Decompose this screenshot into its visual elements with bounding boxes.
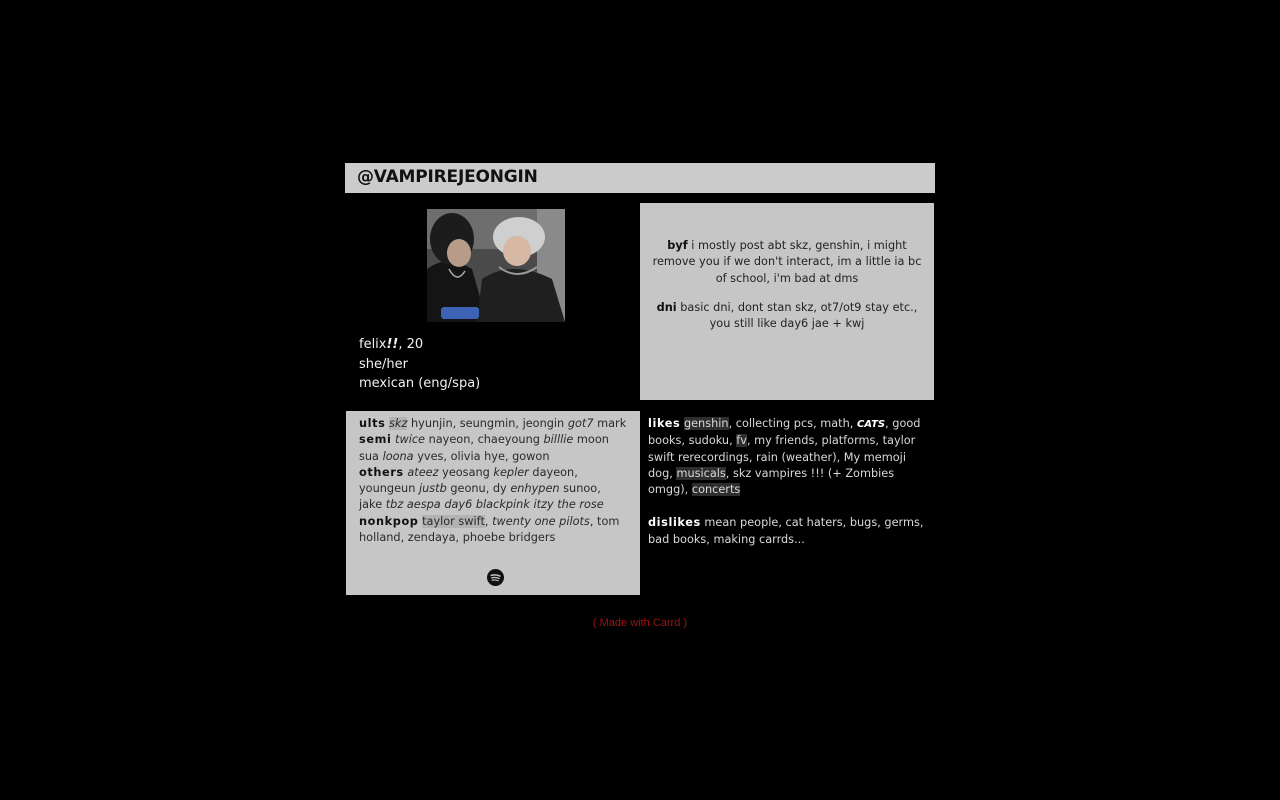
dni-text: basic dni, dont stan skz, ot7/ot9 stay etc., you still like day6 jae + kwj bbox=[676, 300, 918, 331]
ults-text-2: mark bbox=[593, 417, 627, 430]
group-kepler: kepler bbox=[493, 465, 529, 479]
likes-text-3: , my friends, platforms, taylor swift rerecordings, rain (weather), My memoji dog, bbox=[648, 434, 916, 480]
like-fv: fv bbox=[736, 434, 747, 448]
group-loona: loona bbox=[382, 449, 414, 463]
likes-paragraph bbox=[648, 416, 928, 498]
semi-label: semi bbox=[359, 433, 392, 447]
page-title: @VAMPIREJEONGIN bbox=[357, 167, 538, 187]
others-groups: tbz aespa day6 blackpink itzy the rose bbox=[385, 498, 604, 512]
profile-info bbox=[359, 335, 619, 394]
others-text-4: sunoo, jake bbox=[359, 482, 601, 512]
profile-name: felix bbox=[359, 337, 387, 352]
dni-label: dni bbox=[656, 300, 677, 314]
nonkpop-sep: , bbox=[484, 514, 493, 528]
artist-taylor-swift: taylor swift bbox=[422, 514, 485, 528]
dislikes-label: dislikes bbox=[648, 516, 701, 530]
spotify-icon[interactable] bbox=[487, 569, 504, 586]
likes-text-4: , skz vampires !!! (+ Zombies omgg), bbox=[648, 466, 895, 497]
group-got7: got7 bbox=[567, 417, 594, 430]
like-genshin: genshin bbox=[683, 417, 729, 430]
byf-label: byf bbox=[667, 239, 688, 252]
byf-paragraph bbox=[648, 238, 926, 287]
likes-text-1: , collecting pcs, math, bbox=[728, 417, 857, 430]
group-ateez: ateez bbox=[407, 465, 439, 479]
ults-line bbox=[359, 416, 627, 432]
byf-text: i mostly post abt skz, genshin, i might remove you if we don't interact, im a little ia bc of school, i'm bad at dms bbox=[652, 239, 922, 285]
dislikes-text: mean people, cat haters, bugs, germs, bad books, making carrds... bbox=[648, 516, 924, 546]
like-cats: CATS bbox=[856, 419, 886, 430]
nonkpop-label: nonkpop bbox=[359, 514, 419, 528]
others-text-3: geonu, dy bbox=[446, 482, 511, 496]
header-bar bbox=[345, 163, 935, 193]
others-line bbox=[359, 465, 627, 514]
profile-photo bbox=[427, 209, 565, 322]
dislikes-paragraph bbox=[648, 515, 928, 548]
semi-text: nayeon, chaeyoung bbox=[425, 433, 544, 447]
semi-line bbox=[359, 432, 627, 465]
artist-twenty-one-pilots: twenty one pilots bbox=[492, 514, 590, 528]
like-concerts: concerts bbox=[691, 483, 741, 497]
made-with-carrd-link[interactable]: ( Made with Carrd ) bbox=[592, 617, 688, 629]
others-text-2: dayeon, youngeun bbox=[359, 465, 578, 496]
profile-pronouns: she/her bbox=[359, 356, 408, 372]
spotify-icon-glyph bbox=[487, 569, 504, 586]
semi-text-3: yves, olivia hye, gowon bbox=[413, 449, 550, 463]
profile-name-line bbox=[359, 335, 619, 355]
like-musicals: musicals bbox=[676, 466, 726, 480]
group-twice: twice bbox=[395, 433, 425, 447]
others-text: yeosang bbox=[438, 465, 494, 479]
profile-age: , 20 bbox=[398, 337, 424, 352]
nonkpop-line bbox=[359, 514, 627, 547]
group-skz: skz bbox=[389, 417, 408, 430]
ults-text: hyunjin, seungmin, jeongin bbox=[407, 417, 568, 430]
profile-name-mark: !! bbox=[386, 337, 399, 352]
ults-label: ults bbox=[359, 417, 386, 430]
dni-paragraph bbox=[648, 300, 926, 333]
profile-location: mexican (eng/spa) bbox=[359, 376, 481, 391]
group-justb: justb bbox=[418, 482, 447, 496]
likes-label: likes bbox=[648, 417, 681, 430]
likes-section bbox=[648, 416, 928, 565]
nonkpop-text: , tom holland, zendaya, phoebe bridgers bbox=[359, 514, 620, 545]
likes-text-2: , good books, sudoku, bbox=[648, 417, 921, 448]
profile-photo-image bbox=[427, 209, 565, 322]
semi-text-2: moon sua bbox=[359, 433, 609, 463]
byf-panel bbox=[640, 203, 934, 400]
ults-panel bbox=[346, 411, 640, 595]
group-enhypen: enhypen bbox=[510, 482, 560, 496]
group-billlie: billlie bbox=[543, 433, 574, 447]
others-label: others bbox=[359, 465, 404, 479]
